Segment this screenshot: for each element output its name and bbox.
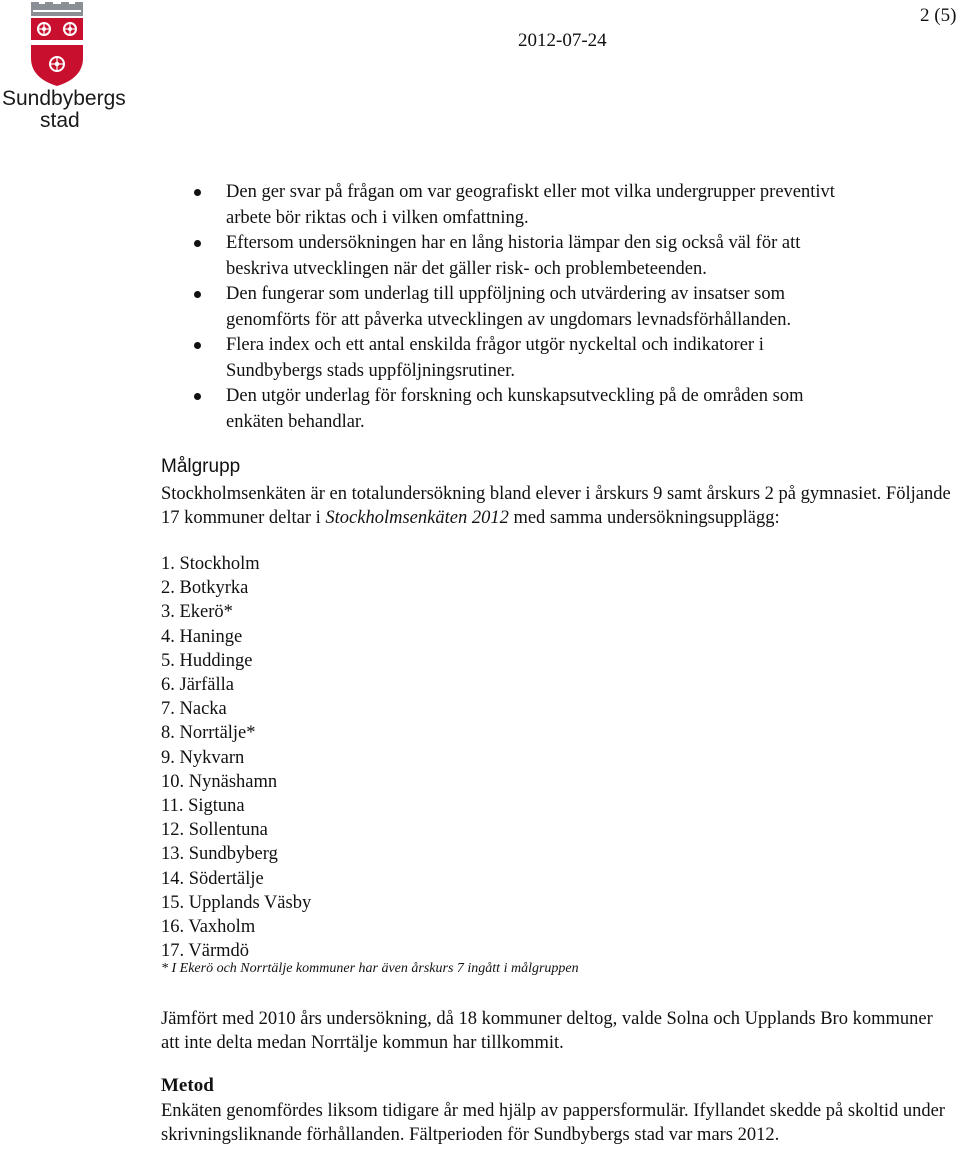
list-item-text: Flera index och ett antal enskilda frågor utgör nyckeltal och indikatorer i Sundbybergs stads uppföljningsrutiner.	[226, 335, 764, 381]
list-item: 13. Sundbyberg	[161, 844, 278, 865]
list-item: 4. Haninge	[161, 626, 243, 647]
bullet-icon	[194, 342, 201, 349]
list-item-text: Eftersom undersökningen har en lång historia lämpar den sig också väl för att beskriva utvecklingen när det gäller risk- och problembeteenden.	[226, 233, 801, 279]
bullet-icon	[194, 393, 201, 400]
list-item: 11. Sigtuna	[161, 796, 245, 817]
list-item-text: Den utgör underlag för forskning och kunskapsutveckling på de områden som enkäten behandlar.	[226, 386, 804, 432]
footnote: * I Ekerö och Norrtälje kommuner har även årskurs 7 ingått i målgruppen	[161, 961, 579, 976]
section-heading-metod: Metod	[161, 1075, 214, 1096]
bullet-icon	[194, 291, 201, 298]
logo-line-2: stad	[40, 109, 80, 132]
list-item	[194, 282, 854, 333]
list-item: 6. Järfälla	[161, 675, 234, 696]
section-heading-malgrupp: Målgrupp	[161, 456, 241, 477]
list-item	[194, 333, 854, 384]
comparison-paragraph: Jämfört med 2010 års undersökning, då 18 kommuner deltog, valde Solna och Upplands Bro kommuner att inte delta medan Norrtälje kommun har tillkommit.	[161, 1009, 933, 1054]
list-item: 12. Sollentuna	[161, 820, 268, 841]
list-item: 5. Huddinge	[161, 650, 253, 671]
list-item: 2. Botkyrka	[161, 578, 249, 599]
intro-text: Stockholmsenkäten är en totalundersökning bland elever i årskurs 9 samt årskurs 2 på gymnasiet. Följande 17 kommuner deltar i	[161, 484, 951, 529]
list-item: 9. Nykvarn	[161, 747, 245, 768]
list-item	[194, 180, 854, 231]
intro-text-end: med samma undersökningsupplägg:	[508, 508, 780, 529]
list-item: 14. Södertälje	[161, 868, 264, 889]
metod-paragraph: Enkäten genomfördes liksom tidigare år med hjälp av pappersformulär. Ifyllandet skedde på skoltid under skrivningsliknande förhållanden. Fältperioden för Sundbybergs stad var mars 2012.	[161, 1101, 945, 1146]
survey-title: Stockholmsenkäten 2012	[325, 508, 509, 529]
list-item: 1. Stockholm	[161, 554, 260, 574]
logo-wordmark	[2, 88, 126, 132]
list-item	[194, 384, 854, 435]
list-item: 17. Värmdö	[161, 941, 250, 962]
list-item: 16. Vaxholm	[161, 917, 256, 938]
list-item: 15. Upplands Väsby	[161, 892, 312, 913]
coat-of-arms-icon	[28, 2, 86, 88]
list-item: 7. Nacka	[161, 699, 227, 720]
list-item: 10. Nynäshamn	[161, 771, 278, 792]
bullet-list	[194, 180, 854, 435]
sundbyberg-logo	[0, 0, 125, 140]
list-item	[194, 231, 854, 282]
list-item: 3. Ekerö*	[161, 602, 233, 623]
bullet-icon	[194, 240, 201, 247]
document-date: 2012-07-24	[518, 30, 607, 51]
list-item-text: Den fungerar som underlag till uppföljning och utvärdering av insatser som genomförts för att påverka utvecklingen av ungdomars levnadsförhållanden.	[226, 284, 792, 330]
list-item: 8. Norrtälje*	[161, 723, 256, 744]
logo-line-1: Sundbybergs	[2, 87, 126, 110]
list-item-text: Den ger svar på frågan om var geografiskt eller mot vilka undergrupper preventivt arbete bör riktas och i vilken omfattning.	[226, 182, 835, 228]
municipality-list	[161, 552, 311, 963]
malgrupp-intro	[161, 482, 951, 530]
page-number: 2 (5)	[920, 5, 957, 26]
bullet-icon	[194, 189, 201, 196]
